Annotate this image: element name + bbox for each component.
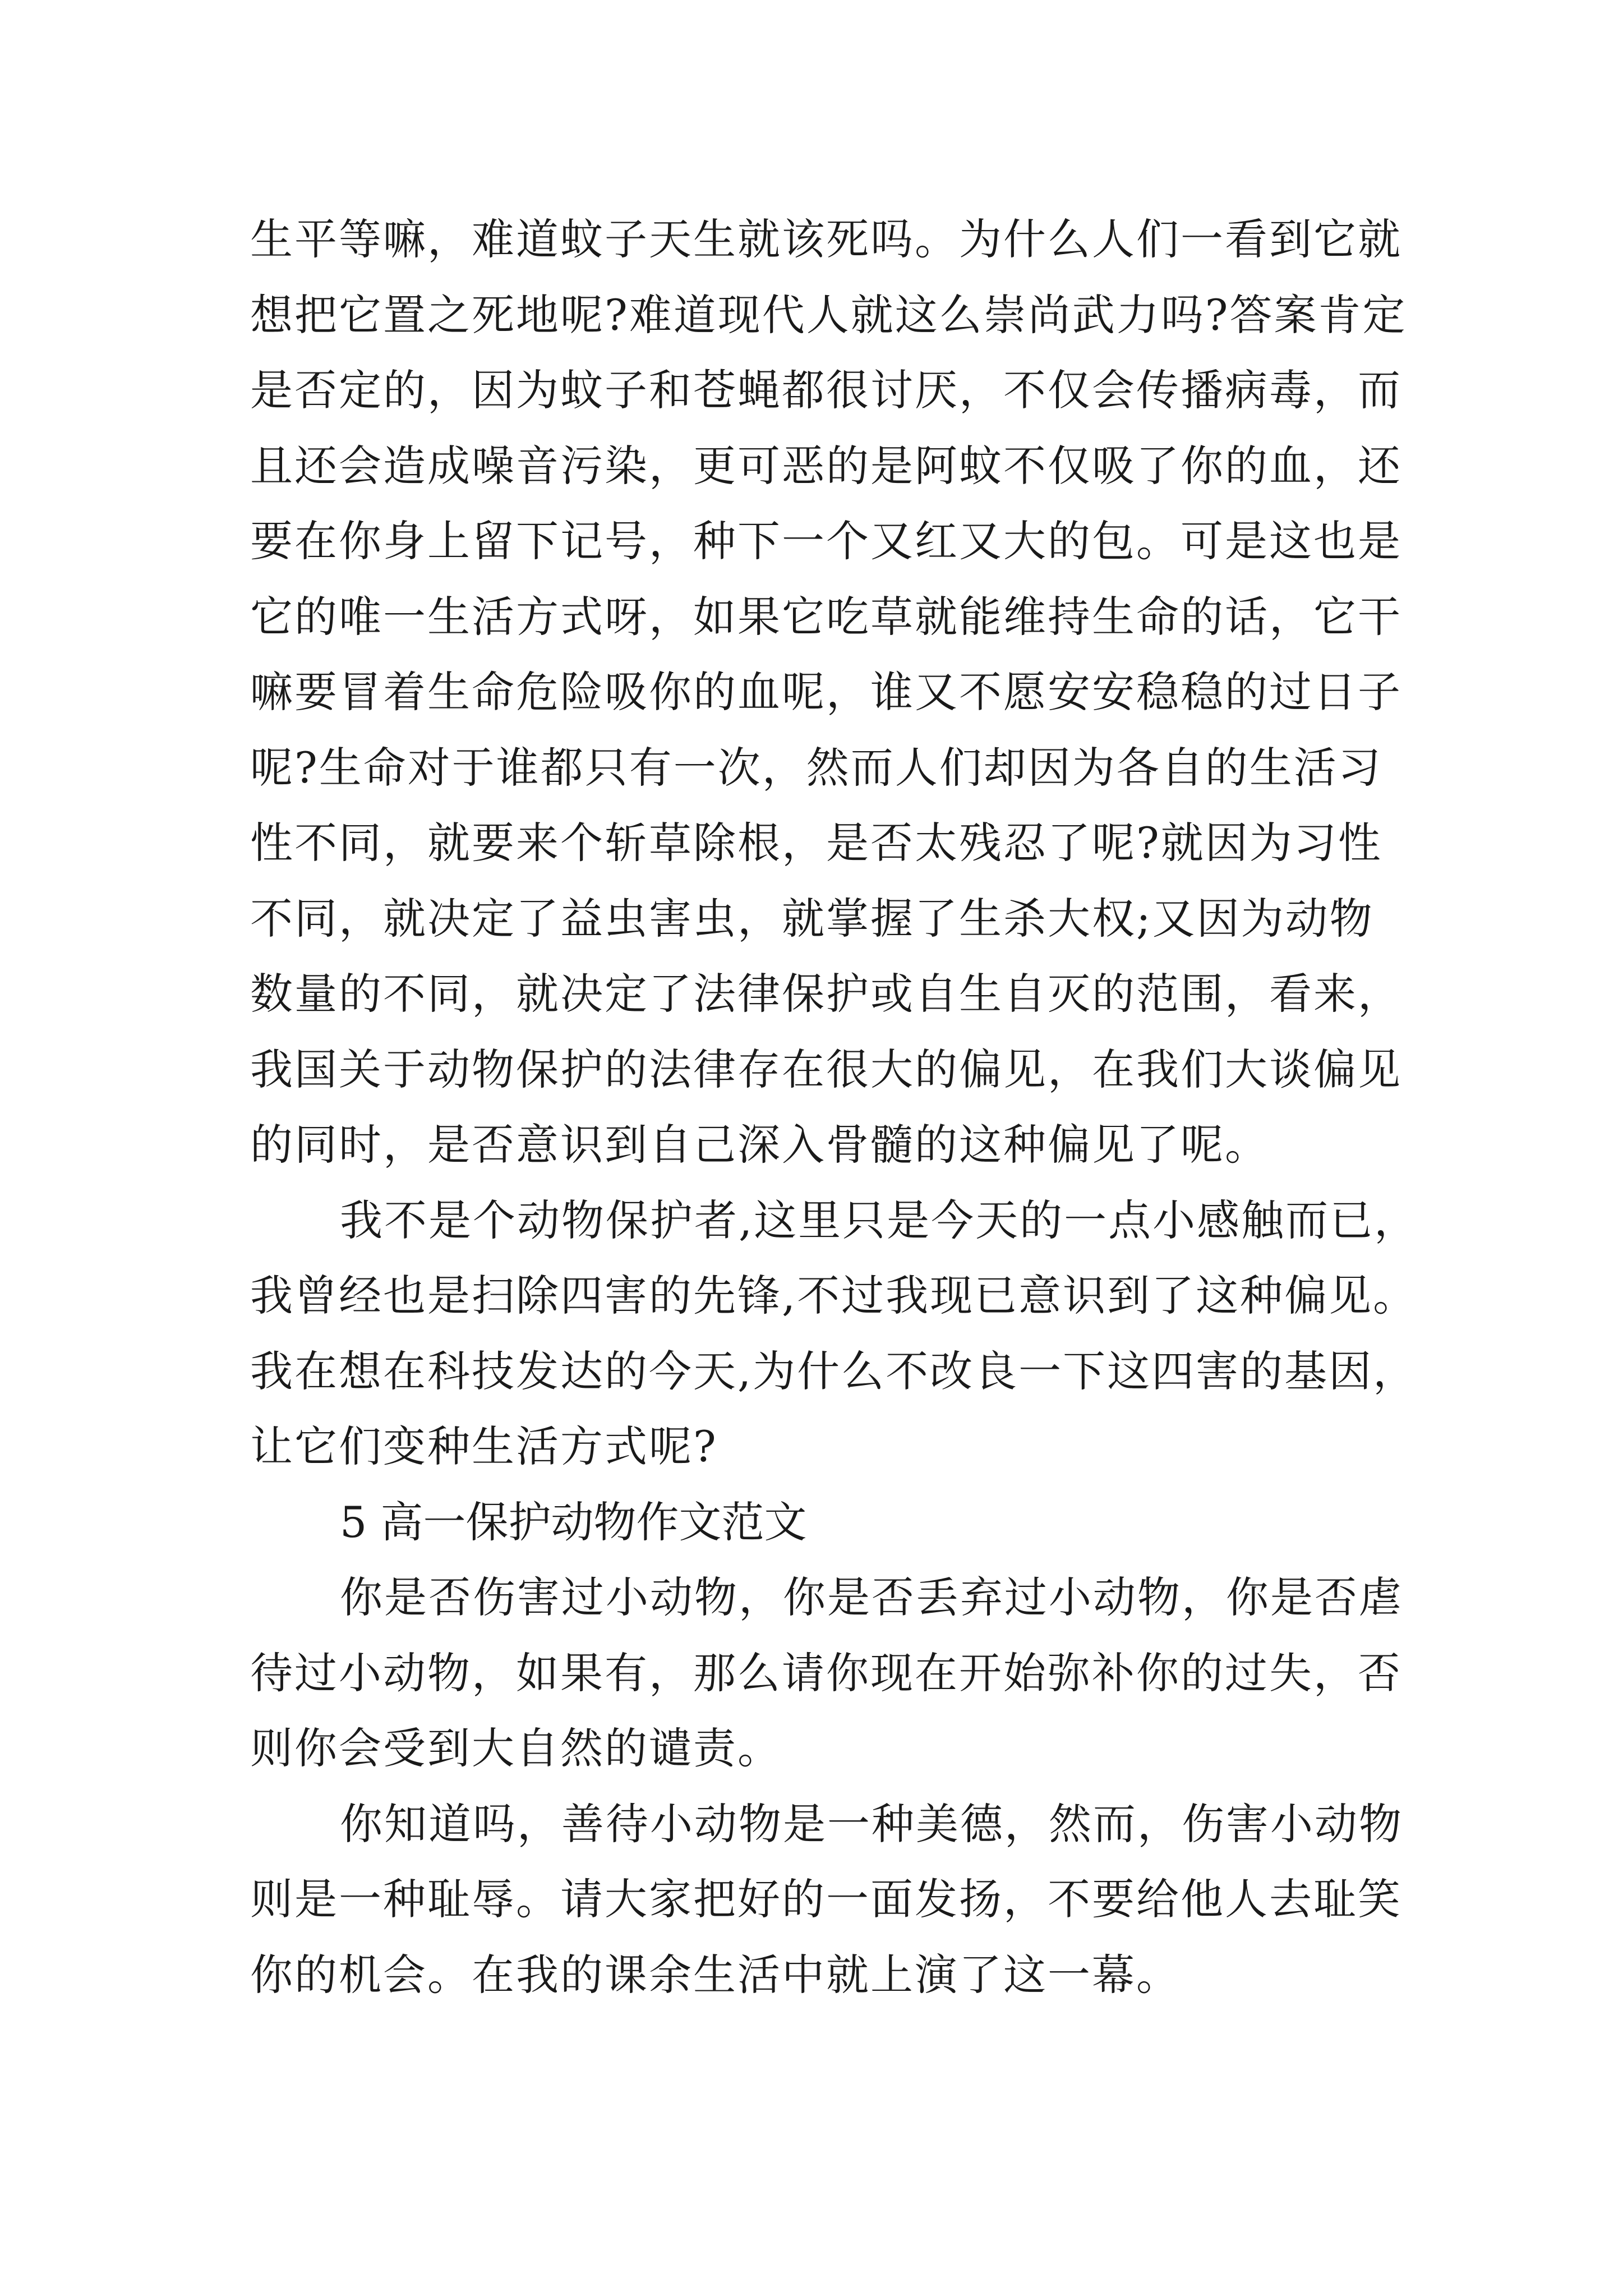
text-line: 你知道吗，善待小动物是一种美德，然而，伤害小动物	[340, 1798, 1403, 1849]
text-line: 想把它置之死地呢?难道现代人就这么崇尚武力吗?答案肯定	[250, 289, 1407, 340]
paragraph-4	[250, 1787, 1403, 2013]
text-line: 要在你身上留下记号，种下一个又红又大的包。可是这也是	[250, 516, 1402, 566]
text-line: 的同时，是否意识到自己深入骨髓的这种偏见了呢。	[250, 1120, 1269, 1170]
text-line: 让它们变种生活方式呢?	[250, 1421, 718, 1471]
text-line: 你的机会。在我的课余生活中就上演了这一幕。	[250, 1949, 1181, 2000]
text-line: 嘛要冒着生命危险吸你的血呢，谁又不愿安安稳稳的过日子	[250, 667, 1402, 717]
text-line: 我不是个动物保护者,这里只是今天的一点小感触而已，	[340, 1195, 1419, 1245]
text-line: 生平等嘛，难道蚊子天生就该死吗。为什么人们一看到它就	[250, 214, 1402, 264]
paragraph-2	[250, 1183, 1419, 1485]
text-line: 你是否伤害过小动物，你是否丢弃过小动物，你是否虐	[340, 1572, 1403, 1622]
paragraph-3	[250, 1560, 1403, 1787]
text-line: 我在想在科技发达的今天,为什么不改良一下这四害的基因，	[250, 1346, 1418, 1396]
document-body	[250, 202, 1419, 2013]
section-heading	[250, 1485, 1394, 1561]
text-line: 我国关于动物保护的法律存在很大的偏见，在我们大谈偏见	[250, 1044, 1402, 1094]
text-line: 则是一种耻辱。请大家把好的一面发扬，不要给他人去耻笑	[250, 1874, 1402, 1924]
text-line: 则你会受到大自然的谴责。	[250, 1723, 782, 1773]
text-line: 它的唯一生活方式呀，如果它吃草就能维持生命的话，它干	[250, 591, 1402, 642]
paragraph-1	[250, 202, 1407, 1183]
text-line: 数量的不同，就决定了法律保护或自生自灭的范围，看来，	[250, 969, 1402, 1019]
text-line: 性不同，就要来个斩草除根，是否太残忍了呢?就因为习性	[250, 818, 1382, 868]
text-line: 我曾经也是扫除四害的先锋,不过我现已意识到了这种偏见。	[250, 1271, 1418, 1320]
text-line: 待过小动物，如果有，那么请你现在开始弥补你的过失，否	[250, 1648, 1402, 1698]
text-line: 且还会造成噪音污染，更可恶的是阿蚊不仅吸了你的血，还	[250, 440, 1402, 491]
text-line: 呢?生命对于谁都只有一次，然而人们却因为各自的生活习	[250, 742, 1382, 793]
section-heading-text: 5 高一保护动物作文范文	[340, 1497, 807, 1547]
text-line: 不同，就决定了益虫害虫，就掌握了生杀大权;又因为动物	[250, 893, 1374, 944]
text-line: 是否定的，因为蚊子和苍蝇都很讨厌，不仅会传播病毒，而	[250, 365, 1402, 415]
